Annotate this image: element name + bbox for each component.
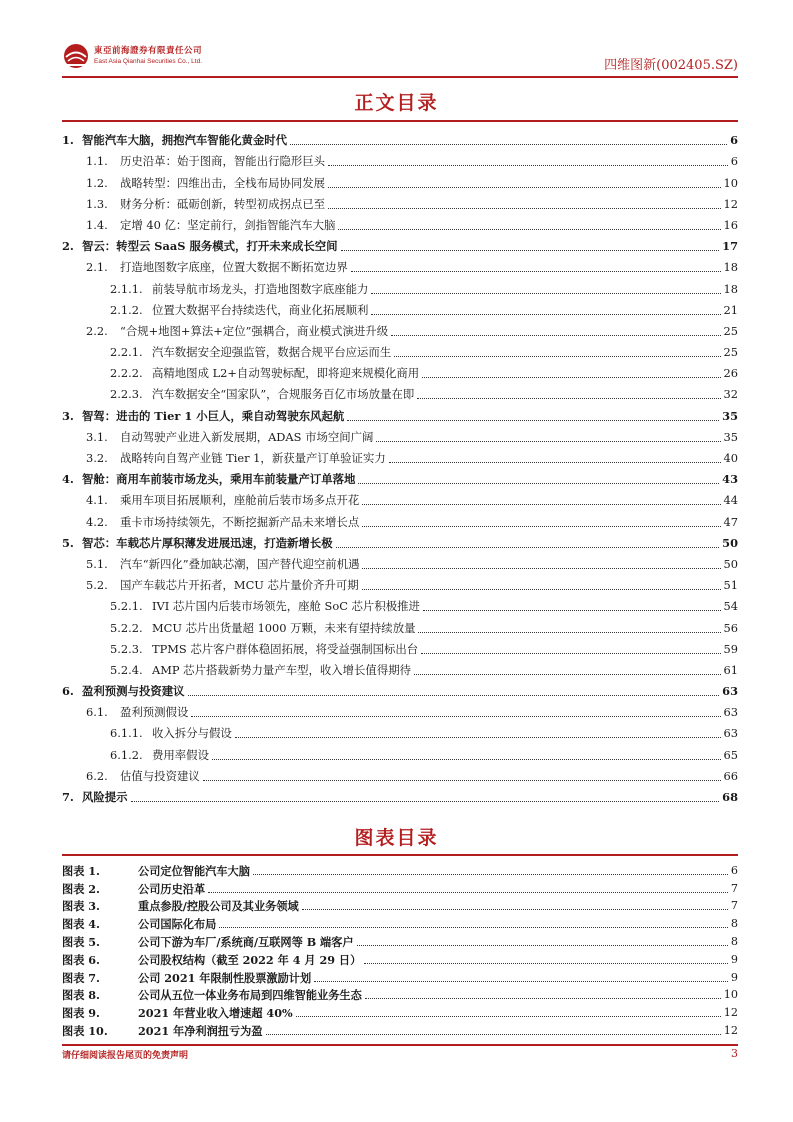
figure-entry-label: 图表 10. <box>62 1023 108 1038</box>
dot-leader <box>338 229 720 230</box>
dot-leader <box>290 144 727 145</box>
toc-entry[interactable] <box>62 614 738 635</box>
toc-entry-page: 63 <box>723 726 738 741</box>
dot-leader <box>365 998 721 999</box>
dot-leader <box>364 963 728 964</box>
figures-title-rule <box>62 854 738 856</box>
figure-entry-page: 6 <box>730 863 738 877</box>
toc-entry-page: 18 <box>723 281 738 296</box>
toc-entry[interactable] <box>62 487 738 508</box>
figure-entry-page: 8 <box>730 934 738 948</box>
toc-entry-text: 收入拆分与假设 <box>152 726 232 741</box>
dot-leader <box>328 165 728 166</box>
figure-entry-text: 公司 2021 年限制性股票激励计划 <box>138 970 312 985</box>
toc-entry-page: 54 <box>723 599 738 614</box>
figure-entry-page: 9 <box>730 970 738 984</box>
toc-entry-number: 2.2.2. <box>110 366 143 381</box>
toc-entry-page: 63 <box>723 705 738 720</box>
dot-leader <box>357 945 728 946</box>
toc-entry-text: 定增 40 亿：坚定前行，剑指智能汽车大脑 <box>120 217 336 232</box>
figure-entry[interactable] <box>62 896 738 914</box>
figure-entry[interactable] <box>62 1020 738 1038</box>
toc-entry-number: 1.3. <box>86 196 108 211</box>
figure-entry[interactable] <box>62 931 738 949</box>
toc-entry-text: 风险提示 <box>82 790 128 804</box>
toc-entry-text: 打造地图数字底座，位置大数据不断拓宽边界 <box>120 260 348 275</box>
toc-entry-number: 2.1. <box>86 260 108 275</box>
toc-entry[interactable] <box>62 233 738 254</box>
toc-entry-text: AMP 芯片搭载新势力量产车型，收入增长值得期待 <box>152 662 411 677</box>
toc-entry-text: 盈利预测与投资建议 <box>82 684 185 699</box>
toc-entry-page: 63 <box>722 684 738 699</box>
dot-leader <box>235 737 721 738</box>
dot-leader <box>336 547 720 548</box>
dot-leader <box>266 1034 721 1035</box>
figure-entry-label: 图表 7. <box>62 970 100 985</box>
toc-entry-number: 2. <box>62 239 74 254</box>
toc-entry-number: 2.1.1. <box>110 281 143 296</box>
toc-entry-number: 2.2.1. <box>110 345 143 360</box>
toc-entry[interactable] <box>62 466 738 487</box>
toc-entry-text: 费用率假设 <box>152 747 209 762</box>
dot-leader <box>328 187 720 188</box>
toc-entry[interactable] <box>62 551 738 572</box>
figure-entry-label: 图表 1. <box>62 863 100 878</box>
figure-entry[interactable] <box>62 967 738 985</box>
dot-leader <box>328 208 720 209</box>
toc-entry[interactable] <box>62 636 738 657</box>
dot-leader <box>371 314 720 315</box>
toc-entry-number: 2.2.3. <box>110 387 143 402</box>
toc-entry-text: 财务分析：砥砺创新，转型初成拐点已至 <box>120 196 326 211</box>
figure-entry-page: 12 <box>723 1023 738 1037</box>
toc-entry-text: 估值与投资建议 <box>120 768 200 783</box>
header-rule <box>62 76 738 78</box>
toc-entry-text: 战略转型：四维出击，全栈布局协同发展 <box>120 175 326 190</box>
toc-entry-page: 59 <box>723 641 738 656</box>
toc-entry[interactable] <box>62 784 738 805</box>
dot-leader <box>208 892 728 893</box>
toc-entry[interactable] <box>62 148 738 169</box>
toc-entry-text: 智云：转型云 SaaS 服务模式，打开未来成长空间 <box>82 239 338 254</box>
figures-title: 图表目录 <box>354 827 439 849</box>
toc-entry-text: 乘用车项目拓展顺利，座舱前后装市场多点开花 <box>120 493 360 508</box>
figure-entry-label: 图表 8. <box>62 988 100 1003</box>
toc-entry-page: 12 <box>723 196 738 211</box>
toc-entry-number: 5.2. <box>86 578 108 593</box>
toc-entry-text: 位置大数据平台持续迭代，商业化拓展顺利 <box>152 302 369 317</box>
dot-leader <box>191 716 720 717</box>
figure-entry-label: 图表 9. <box>62 1006 100 1021</box>
toc-entry-text: 汽车“新四化”叠加缺芯潮，国产替代迎空前机遇 <box>120 556 360 571</box>
figure-entry-label: 图表 6. <box>62 952 100 967</box>
toc-entry-text: 重卡市场持续领先，不断挖掘新产品未来增长点 <box>120 514 360 529</box>
toc-entry[interactable] <box>62 169 738 190</box>
toc-title-rule <box>62 120 738 122</box>
figure-entry-text: 公司历史沿革 <box>138 881 206 896</box>
dot-leader <box>414 674 721 675</box>
toc-entry[interactable] <box>62 593 738 614</box>
dot-leader <box>394 356 720 357</box>
toc-entry-number: 1.2. <box>86 175 108 190</box>
figure-entry-text: 公司股权结构（截至 2022 年 4 月 29 日） <box>138 952 362 967</box>
toc-entry-text: 智舱：商用车前装市场龙头，乘用车前装量产订单落地 <box>82 472 356 487</box>
toc-entry-text: 汽车数据安全“国家队”，合规服务百亿市场放量在即 <box>152 387 415 402</box>
toc-entry-text: 国产车载芯片开拓者，MCU 芯片量价齐升可期 <box>120 578 359 593</box>
toc-entry-number: 1.1. <box>86 154 108 169</box>
disclaimer-note: 请仔细阅读报告尾页的免责声明 <box>62 1051 189 1061</box>
dot-leader <box>302 909 728 910</box>
toc-entry-page: 56 <box>723 620 738 635</box>
figure-entry-text: 重点参股/控股公司及其业务领域 <box>138 899 299 914</box>
dot-leader <box>253 874 728 875</box>
toc-entry-text: 战略转向自驾产业链 Tier 1，新获量产订单验证实力 <box>120 451 386 465</box>
toc-entry-page: 16 <box>723 217 738 232</box>
toc-entry-text: 自动驾驶产业进入新发展期，ADAS 市场空间广阔 <box>120 429 374 444</box>
dot-leader <box>203 780 721 781</box>
page-header <box>62 40 738 78</box>
toc-entry-page: 10 <box>723 175 738 190</box>
dot-leader <box>418 632 720 633</box>
toc-entry-number: 5.2.4. <box>110 662 143 677</box>
figure-entry-page: 12 <box>723 1006 738 1020</box>
figure-entry[interactable] <box>62 1002 738 1020</box>
toc-entry-number: 1.4. <box>86 217 108 232</box>
toc-entry-page: 17 <box>722 239 738 254</box>
toc-entry-page: 44 <box>723 493 738 508</box>
toc-entry-text: 汽车数据安全迎强监管，数据合规平台应运而生 <box>152 345 392 360</box>
footer-rule <box>62 1044 738 1046</box>
toc-entry-page: 21 <box>723 302 738 317</box>
toc-entry-page: 25 <box>723 345 738 360</box>
table-of-contents <box>62 127 738 805</box>
toc-entry[interactable] <box>62 572 738 593</box>
toc-entry-page: 26 <box>723 366 738 381</box>
toc-entry-number: 3.1. <box>86 429 108 444</box>
company-name <box>94 44 202 65</box>
toc-entry-number: 1. <box>62 133 74 148</box>
dot-leader <box>391 335 720 336</box>
toc-entry-number: 5.2.2. <box>110 620 143 635</box>
dot-leader <box>423 610 721 611</box>
toc-entry-number: 4. <box>62 472 74 487</box>
figure-entry-text: 2021 年营业收入增速超 40% <box>138 1006 293 1021</box>
toc-entry-number: 2.2. <box>86 323 108 338</box>
toc-entry-page: 18 <box>723 260 738 275</box>
dot-leader <box>358 483 719 484</box>
toc-entry-number: 6. <box>62 684 74 699</box>
figure-entry-label: 图表 5. <box>62 934 100 949</box>
figure-entry-label: 图表 4. <box>62 917 100 932</box>
dot-leader <box>212 759 721 760</box>
dot-leader <box>362 568 720 569</box>
toc-entry-page: 68 <box>722 790 738 804</box>
dot-leader <box>131 801 720 802</box>
toc-entry[interactable] <box>62 763 738 784</box>
dot-leader <box>362 504 720 505</box>
toc-entry[interactable] <box>62 318 738 339</box>
toc-entry[interactable] <box>62 127 738 148</box>
toc-entry-number: 3.2. <box>86 451 108 465</box>
toc-entry[interactable] <box>62 275 738 296</box>
figure-entry[interactable] <box>62 860 738 878</box>
figure-entry-text: 公司定位智能汽车大脑 <box>138 863 250 878</box>
dot-leader <box>371 293 720 294</box>
toc-entry[interactable] <box>62 212 738 233</box>
toc-entry-page: 32 <box>723 387 738 402</box>
toc-entry-page: 6 <box>730 154 738 169</box>
toc-entry-page: 65 <box>723 747 738 762</box>
toc-entry-text: “合规+地图+算法+定位”强耦合，商业模式演进升级 <box>120 323 389 338</box>
toc-entry-number: 6.1. <box>86 705 108 720</box>
dot-leader <box>219 927 728 928</box>
toc-title: 正文目录 <box>354 92 439 114</box>
toc-entry-page: 25 <box>723 323 738 338</box>
toc-entry[interactable] <box>62 254 738 275</box>
toc-entry[interactable] <box>62 360 738 381</box>
figure-entry[interactable] <box>62 913 738 931</box>
toc-entry[interactable] <box>62 445 738 466</box>
toc-entry-number: 5.1. <box>86 556 108 571</box>
toc-entry-page: 40 <box>723 451 738 465</box>
toc-entry-page: 66 <box>723 768 738 783</box>
figure-entry-text: 公司国际化布局 <box>138 917 217 932</box>
toc-entry-page: 43 <box>722 472 738 487</box>
figure-entry-text: 公司从五位一体业务布局到四维智能业务生态 <box>138 988 362 1003</box>
toc-entry-number: 5.2.3. <box>110 641 143 656</box>
figure-entry-label: 图表 2. <box>62 881 100 896</box>
figure-entry-label: 图表 3. <box>62 899 100 914</box>
toc-entry-number: 7. <box>62 790 74 804</box>
toc-entry-number: 3. <box>62 408 74 423</box>
list-of-figures <box>62 860 738 1038</box>
dot-leader <box>296 1016 721 1017</box>
toc-entry-page: 47 <box>723 514 738 529</box>
toc-entry-page: 50 <box>723 556 738 571</box>
company-name-en: East Asia Qianhai Securities Co., Ltd. <box>94 58 203 65</box>
toc-entry-number: 6.1.1. <box>110 726 143 741</box>
toc-entry-page: 61 <box>723 662 738 677</box>
toc-entry-text: 智驾：进击的 Tier 1 小巨人，乘自动驾驶东风起航 <box>82 408 345 423</box>
toc-entry[interactable] <box>62 508 738 529</box>
figure-entry-page: 7 <box>730 881 738 895</box>
toc-entry-number: 6.1.2. <box>110 747 143 762</box>
toc-entry-number: 6.2. <box>86 768 108 783</box>
toc-entry[interactable] <box>62 191 738 212</box>
toc-entry-text: 智芯：车载芯片厚积薄发进展迅速，打造新增长极 <box>82 535 333 550</box>
toc-entry-page: 35 <box>722 408 738 423</box>
toc-entry[interactable] <box>62 720 738 741</box>
toc-entry[interactable] <box>62 424 738 445</box>
page-number: 3 <box>731 1047 738 1060</box>
toc-entry-text: 高精地图成 L2+自动驾驶标配，即将迎来规模化商用 <box>152 366 420 381</box>
toc-entry-text: IVI 芯片国内后装市场领先，座舱 SoC 芯片积极推进 <box>152 599 420 614</box>
figure-entry[interactable] <box>62 878 738 896</box>
figure-entry[interactable] <box>62 949 738 967</box>
toc-entry-number: 4.2. <box>86 514 108 529</box>
figure-entry-page: 9 <box>730 952 738 966</box>
toc-entry[interactable] <box>62 678 738 699</box>
dot-leader <box>389 462 721 463</box>
stock-code: 四维图新(002405.SZ) <box>604 58 738 73</box>
toc-entry-text: 历史沿革：始于图商，智能出行隐形巨头 <box>120 154 326 169</box>
toc-entry-text: TPMS 芯片客户群体稳固拓展，将受益强制国标出台 <box>152 641 419 656</box>
toc-entry[interactable] <box>62 381 738 402</box>
toc-entry[interactable] <box>62 402 738 423</box>
toc-entry[interactable] <box>62 297 738 318</box>
dot-leader <box>188 695 720 696</box>
toc-entry-page: 51 <box>723 578 738 593</box>
dot-leader <box>362 526 720 527</box>
toc-entry-page: 6 <box>730 133 738 148</box>
figure-entry-text: 公司下游为车厂/系统商/互联网等 B 端客户 <box>138 934 354 949</box>
dot-leader <box>422 377 720 378</box>
dot-leader <box>347 420 719 421</box>
figure-entry[interactable] <box>62 985 738 1003</box>
figure-entry-text: 2021 年净利润扭亏为盈 <box>138 1023 263 1038</box>
dot-leader <box>421 653 720 654</box>
figure-entry-page: 7 <box>730 899 738 913</box>
toc-entry-text: 前装导航市场龙头，打造地图数字底座能力 <box>152 281 369 296</box>
dot-leader <box>362 589 721 590</box>
toc-entry[interactable] <box>62 530 738 551</box>
toc-entry-text: MCU 芯片出货量超 1000 万颗，未来有望持续放量 <box>152 620 416 635</box>
toc-entry[interactable] <box>62 741 738 762</box>
company-name-cn: 東亞前海證券有限責任公司 <box>94 46 203 56</box>
toc-entry[interactable] <box>62 657 738 678</box>
dot-leader <box>376 441 720 442</box>
toc-entry-page: 50 <box>722 535 738 550</box>
toc-entry-number: 5. <box>62 535 74 550</box>
figure-entry-page: 8 <box>730 917 738 931</box>
toc-entry[interactable] <box>62 699 738 720</box>
toc-entry-number: 4.1. <box>86 493 108 508</box>
toc-entry-number: 2.1.2. <box>110 302 143 317</box>
dot-leader <box>341 250 720 251</box>
dot-leader <box>351 271 721 272</box>
toc-entry-page: 35 <box>723 429 738 444</box>
figure-entry-page: 10 <box>723 988 738 1002</box>
toc-entry-number: 5.2.1. <box>110 599 143 614</box>
dot-leader <box>417 398 720 399</box>
toc-entry-text: 智能汽车大脑，拥抱汽车智能化黄金时代 <box>82 133 288 148</box>
dot-leader <box>314 981 728 982</box>
toc-entry[interactable] <box>62 339 738 360</box>
toc-entry-text: 盈利预测假设 <box>120 705 189 720</box>
company-logo-icon <box>62 42 90 70</box>
